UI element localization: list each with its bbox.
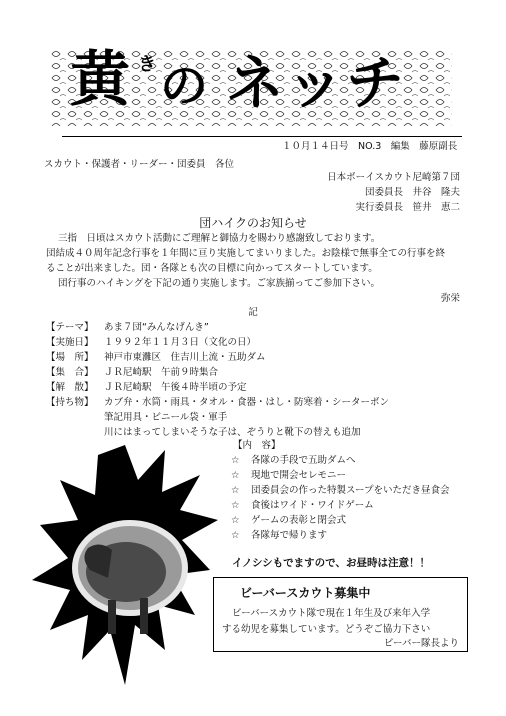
white-star-icon: ☆ [231, 485, 240, 496]
sender-role2: 実行委員長 笹井 恵二 [355, 202, 460, 213]
notice-paragraph-2a: 団結成４０周年記念行事を１年間に亘り実施してまいりました。お陰様で無事全ての行事を終 [46, 248, 446, 259]
detail-value-dismiss: ＪＲ尼崎駅 午後４時半頃の予定 [104, 382, 247, 393]
detail-label-dismiss: 【解 散】 [46, 382, 94, 393]
contents-item: 各隊毎で帰ります [251, 530, 328, 541]
detail-value-theme: あま７団“みんなげんき” [104, 322, 209, 333]
beaver-title: ビーバースカウト募集中 [240, 586, 371, 600]
contents-item: 団委員会の作った特製スープをいただき昼食会 [251, 485, 450, 496]
beaver-line-1: ビーバースカウト隊で現在１年生及び来年入学 [232, 608, 431, 619]
recipients: スカウト・保護者・リーダー・団委員 各位 [44, 159, 235, 170]
detail-label-place: 【場 所】 [46, 352, 94, 363]
beaver-line-2: する幼児を募集しています。どうぞご協力下さい [222, 624, 431, 635]
masthead-no: の [160, 58, 209, 114]
contents-header: 【内 容】 [233, 440, 281, 451]
beaver-sign: ビーバー隊長より [383, 638, 459, 649]
contents-item: 現地で開会セレモニー [251, 470, 347, 481]
contents-item: 各隊の手段で五助ダムへ [251, 455, 356, 466]
detail-value-meet: ＪＲ尼崎駅 午前９時集合 [104, 367, 219, 378]
detail-label-date: 【実施日】 [46, 337, 94, 348]
notice-paragraph-1: 三指 日頃はスカウト活動にご理解と御協力を賜わり感謝致しております。 [58, 233, 381, 244]
detail-value-items: カブ弁・水筒・雨具・タオル・食器・はし・防寒着・シーターボン [104, 397, 390, 408]
white-star-icon: ☆ [231, 470, 240, 481]
beaver-recruit-box [213, 577, 468, 652]
detail-value-date: １９９２年１１月３日（文化の日） [104, 337, 257, 348]
warning-text: イノシシもでますので、お昼時は注意！！ [232, 557, 430, 569]
contents-item: ゲームの表彰と閉会式 [251, 515, 347, 526]
issue-line: １０月１４日号 NO.3 編集 藤原副長 [282, 141, 458, 152]
masthead-ruby: き [138, 54, 156, 75]
sender-role1: 団委員長 井谷 隆夫 [364, 187, 460, 198]
notice-paragraph-2b: ることが出来ました。団・各隊とも次の目標に向かってスタートしています。 [46, 263, 378, 274]
items-line-3: 川にはまってしまいそうな子は、ぞうりと靴下の替えも追加 [104, 427, 361, 438]
white-star-icon: ☆ [231, 455, 240, 466]
contents-item: 食後はワイド・ワイドゲーム [251, 500, 374, 511]
masthead [50, 45, 452, 126]
notice-paragraph-3: 団行事のハイキングを下記の通り実施します。ご家族揃ってご参加下さい。 [58, 278, 380, 289]
white-star-icon: ☆ [231, 500, 240, 511]
detail-label-meet: 【集 合】 [46, 367, 94, 378]
ki-mark: 記 [248, 307, 258, 318]
masthead-kanji: 黄 [70, 45, 130, 115]
notice-title: 団ハイクのお知らせ [199, 216, 307, 230]
closing: 弥栄 [440, 293, 460, 304]
detail-value-place: 神戸市東灘区 住吉川上流・五助ダム [104, 352, 266, 363]
masthead-rule [62, 136, 462, 137]
masthead-katakana: ネッチ [226, 49, 407, 117]
sender-org: 日本ボーイスカウト尼崎第７団 [327, 172, 460, 183]
detail-label-theme: 【テーマ】 [46, 322, 94, 333]
white-star-icon: ☆ [231, 530, 240, 541]
white-star-icon: ☆ [231, 515, 240, 526]
starburst-icon [30, 440, 220, 690]
items-line-2: 筆記用具・ビニール袋・軍手 [104, 412, 228, 423]
detail-label-items: 【持ち物】 [46, 397, 94, 408]
